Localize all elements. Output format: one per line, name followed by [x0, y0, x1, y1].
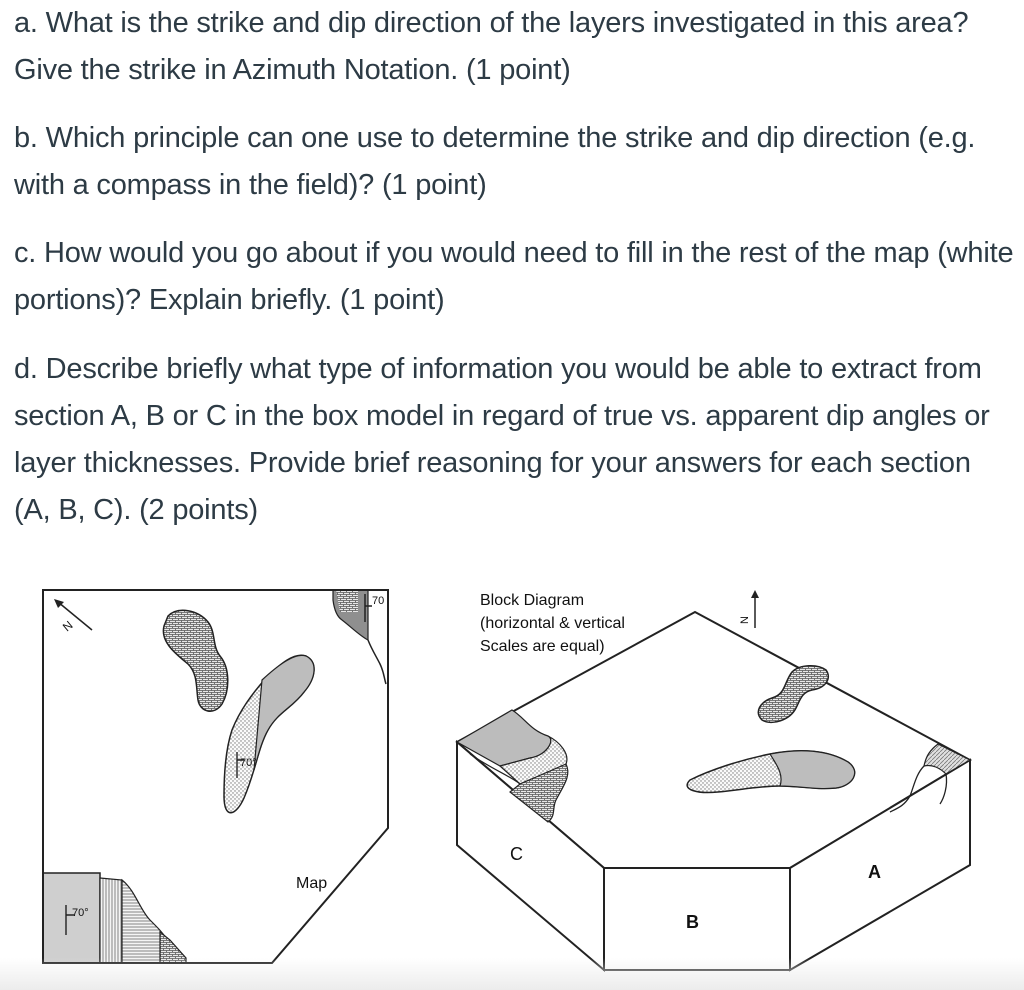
dip-value-bottom: 70° — [72, 907, 89, 919]
question-b: b. Which principle can one use to determine the strike and dip direction (e.g. with a compass in the field)? (1 point) — [14, 122, 976, 201]
map-north-arrow-icon — [54, 599, 92, 634]
block-title-line3: Scales are equal) — [480, 638, 605, 655]
section-b-label: B — [686, 912, 699, 932]
bottom-fade — [0, 958, 1024, 990]
block-title-line2: (horizontal & vertical — [480, 615, 625, 632]
dip-value-center: 70° — [240, 757, 257, 769]
block-diagram — [457, 590, 970, 970]
geologic-map — [43, 590, 388, 963]
section-a-label: A — [868, 862, 881, 882]
question-c: c. How would you go about if you would need to fill in the rest of the map (white portions)? Explain briefly. (1 point) — [14, 237, 1014, 316]
map-north-label: N — [59, 617, 76, 635]
question-a: a. What is the strike and dip direction of the layers investigated in this area? Give the strike in Azimuth Notation. (1 point) — [14, 7, 969, 86]
section-c-label: C — [510, 844, 523, 864]
question-d: d. Describe briefly what type of information you would be able to extract from section A, B or C in the box model in regard of true vs. apparent dip angles or layer thicknesses. Provide brief reasoning for your answers for each section (A, B, C). (2 points) — [14, 353, 990, 526]
map-blob-upper — [163, 610, 227, 711]
geology-figure — [0, 560, 1024, 990]
block-north-label: N — [739, 616, 751, 624]
block-north-arrow-icon — [739, 590, 759, 628]
dip-value-top: 70 — [372, 595, 385, 607]
map-label: Map — [296, 875, 328, 892]
map-layer-bottom-vlines — [100, 878, 122, 963]
block-title-line1: Block Diagram — [480, 592, 585, 609]
